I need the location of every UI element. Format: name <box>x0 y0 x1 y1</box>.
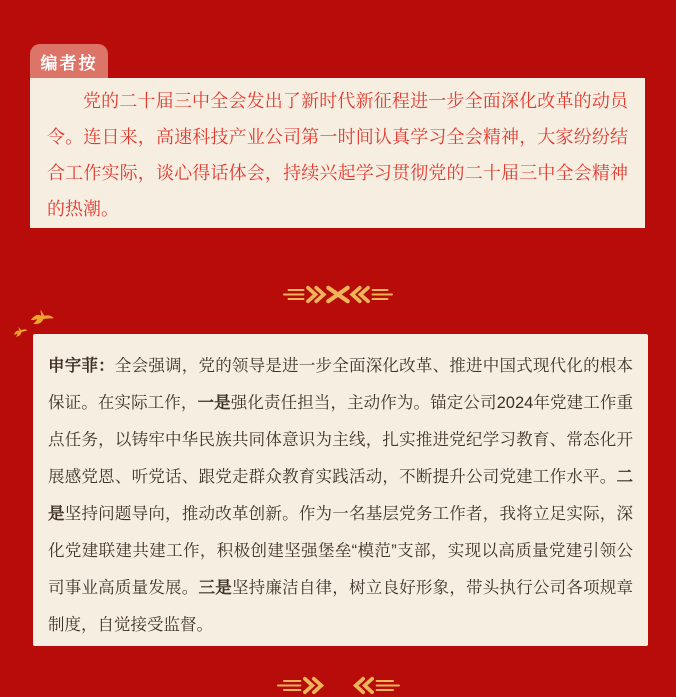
wheat-divider-icon <box>0 283 676 306</box>
wheat-divider-bottom-icon <box>0 674 676 697</box>
editor-note-badge-label: 编者按 <box>40 53 98 73</box>
editor-note-text: 党的二十届三中全会发出了新时代新征程进一步全面深化改革的动员令。连日来，高速科技产业公司第一时间认真学习全会精神，大家纷纷结合工作实际，谈心得话体会，持续兴起学习贯彻党的二十届三中全会精神的热潮。 <box>47 91 628 219</box>
dove-icon <box>12 324 30 340</box>
speech-paragraph: 申宇菲：全会强调，党的领导是进一步全面深化改革、推进中国式现代化的根本保证。在实际工作，一是强化责任担当，主动作为。锚定公司2024年党建工作重点任务，以铸牢中华民族共同体意识为主线，扎实推进党纪学习教育、常态化开展感党恩、听党话、跟党走群众教育实践活动，不断提升公司党建工作水平。二是坚持问题导向，推动改革创新。作为一名基层党务工作者，我将立足实际，深化党建联建共建工作，积极创建坚强堡垒“模范”支部，实现以高质量党建引领公司事业高质量发展。三是坚持廉洁自律，树立良好形象，带头执行公司各项规章制度，自觉接受监督。 <box>48 357 634 634</box>
editor-note-panel <box>30 78 645 228</box>
dove-icon <box>30 309 54 329</box>
editor-note-badge <box>30 44 108 78</box>
speech-panel <box>33 334 648 646</box>
